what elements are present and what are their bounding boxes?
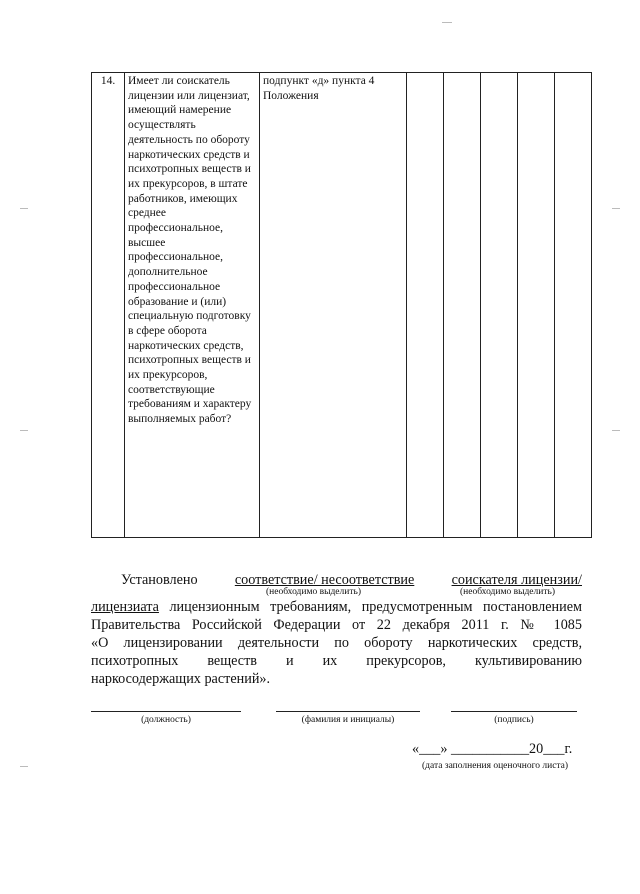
scan-speck: [20, 208, 28, 209]
applicant-choice: соискателя лицензии/: [451, 572, 582, 588]
empty-cell: [555, 73, 592, 538]
scan-speck: [612, 208, 620, 209]
conclusion-line-2: [91, 598, 582, 616]
date-hint: (дата заполнения оценочного листа): [422, 761, 569, 771]
position-signature-line: [91, 711, 241, 712]
position-label: (должность): [141, 715, 191, 725]
row-number: 14.: [92, 73, 125, 538]
checklist-table: [91, 72, 592, 538]
hint-select-right: (необходимо выделить): [460, 587, 555, 597]
scan-speck: [20, 430, 28, 431]
sign-label: (подпись): [494, 715, 534, 725]
conclusion-line-6: наркосодержащих растений».: [91, 671, 271, 687]
scan-speck: [20, 766, 28, 767]
date-field: «___» ___________20___г.: [412, 741, 573, 757]
scan-speck: [612, 430, 620, 431]
established-word: Установлено: [121, 572, 198, 588]
table-row: [92, 73, 592, 538]
hint-select-left: (необходимо выделить): [266, 587, 361, 597]
scan-speck: [442, 22, 452, 23]
conclusion-line-5: психотропных веществ и их прекурсоров, культивированию: [91, 653, 582, 669]
empty-cell: [518, 73, 555, 538]
conclusion-line-2-text: лицензионным требованиям, предусмотренным постановлением: [158, 599, 582, 615]
conclusion-line-3: Правительства Российской Федерации от 22 декабря 2011 г. № 1085: [91, 617, 582, 633]
licensee-choice: лицензиата: [91, 599, 159, 615]
name-signature-line: [276, 711, 420, 712]
empty-cell: [481, 73, 518, 538]
row-question: Имеет ли соискатель лицензии или лицензиат, имеющий намерение осуществлять деятельность по обороту наркотических средств и психотропных веществ и их прекурсоров, в штате работников, имеющих среднее профессиональное, высшее профессиональное, дополнительное профессиональное образование и (или) специальную подготовку в сфере оборота наркотических средств, психотропных веществ и их прекурсоров, соответствующие требованиям и характеру выполняемых работ?: [125, 73, 260, 538]
name-label: (фамилия и инициалы): [301, 715, 395, 725]
compliance-choice: соответствие/ несоответствие: [234, 572, 415, 588]
conclusion-line-4: «О лицензировании деятельности по обороту наркотических средств,: [91, 635, 582, 651]
row-reference: подпункт «д» пункта 4 Положения: [260, 73, 407, 538]
empty-cell: [444, 73, 481, 538]
empty-cell: [407, 73, 444, 538]
sign-signature-line: [451, 711, 577, 712]
